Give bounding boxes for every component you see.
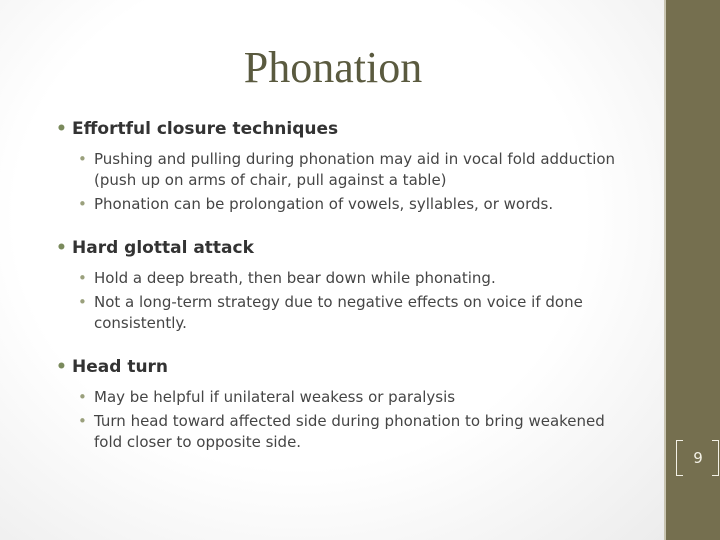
bullet-icon: • [56,357,67,377]
heading-text: Head turn [72,357,169,377]
bullet-icon: • [78,269,87,287]
slide-content [56,117,636,474]
page-number: 9 [693,449,703,467]
list-item [78,194,636,215]
sub-list [56,387,636,453]
bullet-icon: • [78,412,87,430]
section-hard-glottal-attack [56,236,636,334]
item-text: Turn head toward affected side during phonation to bring weakened fold closer to opposite side. [94,412,605,451]
sub-list [56,268,636,334]
item-text: May be helpful if unilateral weakess or paralysis [94,388,456,406]
section-effortful-closure [56,117,636,215]
bullet-icon: • [78,195,87,213]
heading-text: Hard glottal attack [72,238,254,258]
heading-text: Effortful closure techniques [72,119,339,139]
list-item [78,292,636,334]
item-text: Not a long-term strategy due to negative effects on voice if done consistently. [94,293,583,332]
bullet-icon: • [78,388,87,406]
bullet-icon: • [56,238,67,258]
bullet-icon: • [56,119,67,139]
list-item [78,387,636,408]
bullet-icon: • [78,150,87,168]
list-item [78,149,636,191]
slide-title: Phonation [243,43,423,92]
list-item [78,411,636,453]
item-text: Pushing and pulling during phonation may aid in vocal fold adduction (push up on arms of chair, pull against a table) [94,150,616,189]
page-number-box [676,440,720,476]
section-heading [56,355,636,379]
item-text: Hold a deep breath, then bear down while phonating. [94,269,496,287]
section-heading [56,117,636,141]
section-heading [56,236,636,260]
list-item [78,268,636,289]
section-head-turn [56,355,636,453]
sub-list [56,149,636,215]
bullet-icon: • [78,293,87,311]
item-text: Phonation can be prolongation of vowels, syllables, or words. [94,195,554,213]
